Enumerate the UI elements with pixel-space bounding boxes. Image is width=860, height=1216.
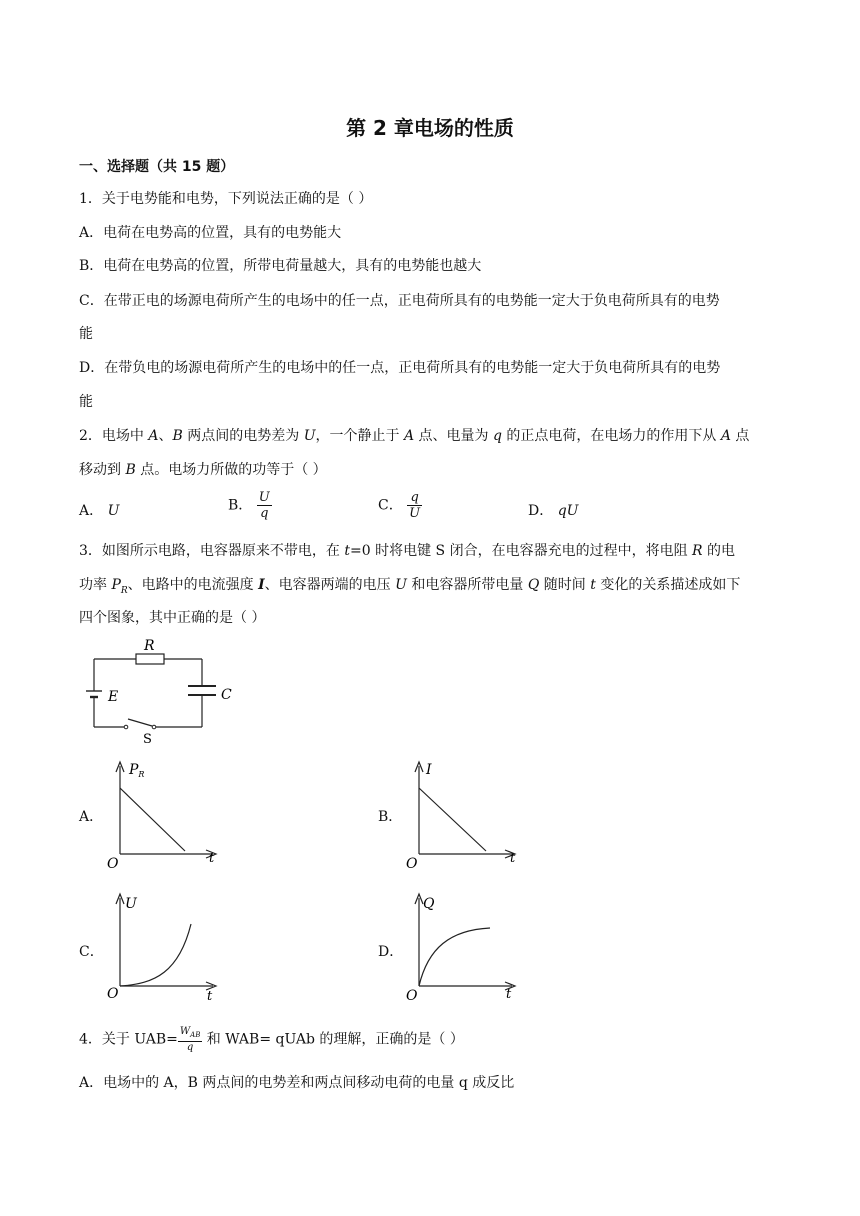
q1-option-b: B．电荷在电势高的位置，所带电荷量越大，具有的电势能也越大: [79, 258, 482, 274]
graph-b-curve: [419, 788, 486, 851]
q3-graph-b-label: B．: [378, 809, 403, 825]
graph-d-ylabel: Q: [423, 896, 435, 912]
graph-d-origin: O: [406, 988, 418, 1002]
q1-option-d-cont: 能: [79, 394, 93, 410]
graph-d-curve: [419, 928, 490, 986]
q1-option-a: A．电荷在电势高的位置，具有的电势能大: [79, 225, 342, 241]
circuit-label-r: R: [144, 638, 155, 654]
graph-c-xlabel: t: [207, 989, 213, 1002]
graph-d: [404, 890, 524, 1002]
graph-a-ylabel: $P_R$: [129, 762, 145, 779]
section-heading: 一、选择题（共 15 题）: [79, 159, 235, 175]
q3-graph-d-label: D．: [378, 944, 404, 960]
q3-stem-line2: 功率 $P_R$、电路中的电流强度 I、电容器两端的电压 U 和电容器所带电量 Q 随时间 t 变化的关系描述成如下: [79, 577, 741, 596]
q2-option-d: D． qU: [528, 503, 579, 519]
switch-contact: [152, 725, 156, 729]
q3-graph-a-label: A．: [79, 809, 104, 825]
switch-contact: [124, 725, 128, 729]
q3-stem-line3: 四个图象，其中正确的是（ ）: [79, 610, 266, 626]
graph-c: [105, 890, 225, 1002]
graph-c-ylabel: U: [125, 896, 137, 912]
q2-option-a: A． U: [79, 503, 120, 519]
graph-c-origin: O: [107, 986, 119, 1002]
q2-option-c: C． $\frac{q}{U}$: [378, 490, 421, 521]
graph-a-origin: O: [107, 856, 119, 870]
graph-d-xlabel: t: [506, 987, 512, 1002]
q3-graph-c-label: C．: [79, 944, 104, 960]
q1-option-c-cont: 能: [79, 326, 93, 342]
q1-option-d: D．在带负电的场源电荷所产生的电场中的任一点，正电荷所具有的电势能一定大于负电荷所具有的电势: [79, 360, 721, 376]
circuit-diagram: [80, 635, 250, 745]
q4-stem: 4．关于 UAB= $\frac{W_{AB}}{q}$ 和 WAB= qUAb 的理解，正确的是（ ）: [79, 1026, 464, 1053]
graph-a-xlabel: t: [209, 851, 215, 866]
circuit-label-e: E: [108, 689, 119, 705]
q4-option-a: A．电场中的 A，B 两点间的电势差和两点间移动电荷的电量 q 成反比: [79, 1075, 515, 1091]
graph-a-curve: [120, 788, 185, 851]
graph-b-xlabel: t: [510, 851, 516, 866]
page-title: 第 2 章电场的性质: [346, 116, 514, 140]
graph-b-ylabel: I: [426, 762, 432, 778]
circuit-label-s: S: [143, 732, 152, 745]
graph-c-curve: [120, 924, 191, 986]
circuit-label-c: C: [221, 687, 232, 703]
q1-option-c: C．在带正电的场源电荷所产生的电场中的任一点，正电荷所具有的电势能一定大于负电荷所具有的电势: [79, 293, 720, 309]
graph-b: [404, 758, 524, 870]
graph-b-origin: O: [406, 856, 418, 870]
q3-stem-line1: 3．如图所示电路，电容器原来不带电，在 t=0 时将电键 S 闭合，在电容器充电的过程中，将电阻 R 的电: [79, 543, 736, 559]
graph-a: [105, 758, 225, 870]
q2-stem-line2: 移动到 B 点。电场力所做的功等于（ ）: [79, 462, 327, 478]
q2-option-b: B． $\frac{U}{q}$: [228, 490, 270, 521]
q1-stem: 1．关于电势能和电势，下列说法正确的是（ ）: [79, 191, 373, 207]
q4-fraction: $\frac{W_{AB}}{q}$: [179, 1026, 201, 1053]
q2-stem-line1: 2．电场中 A、B 两点间的电势差为 U，一个静止于 A 点、电量为 q 的正点电荷，在电场力的作用下从 A 点: [79, 428, 750, 444]
